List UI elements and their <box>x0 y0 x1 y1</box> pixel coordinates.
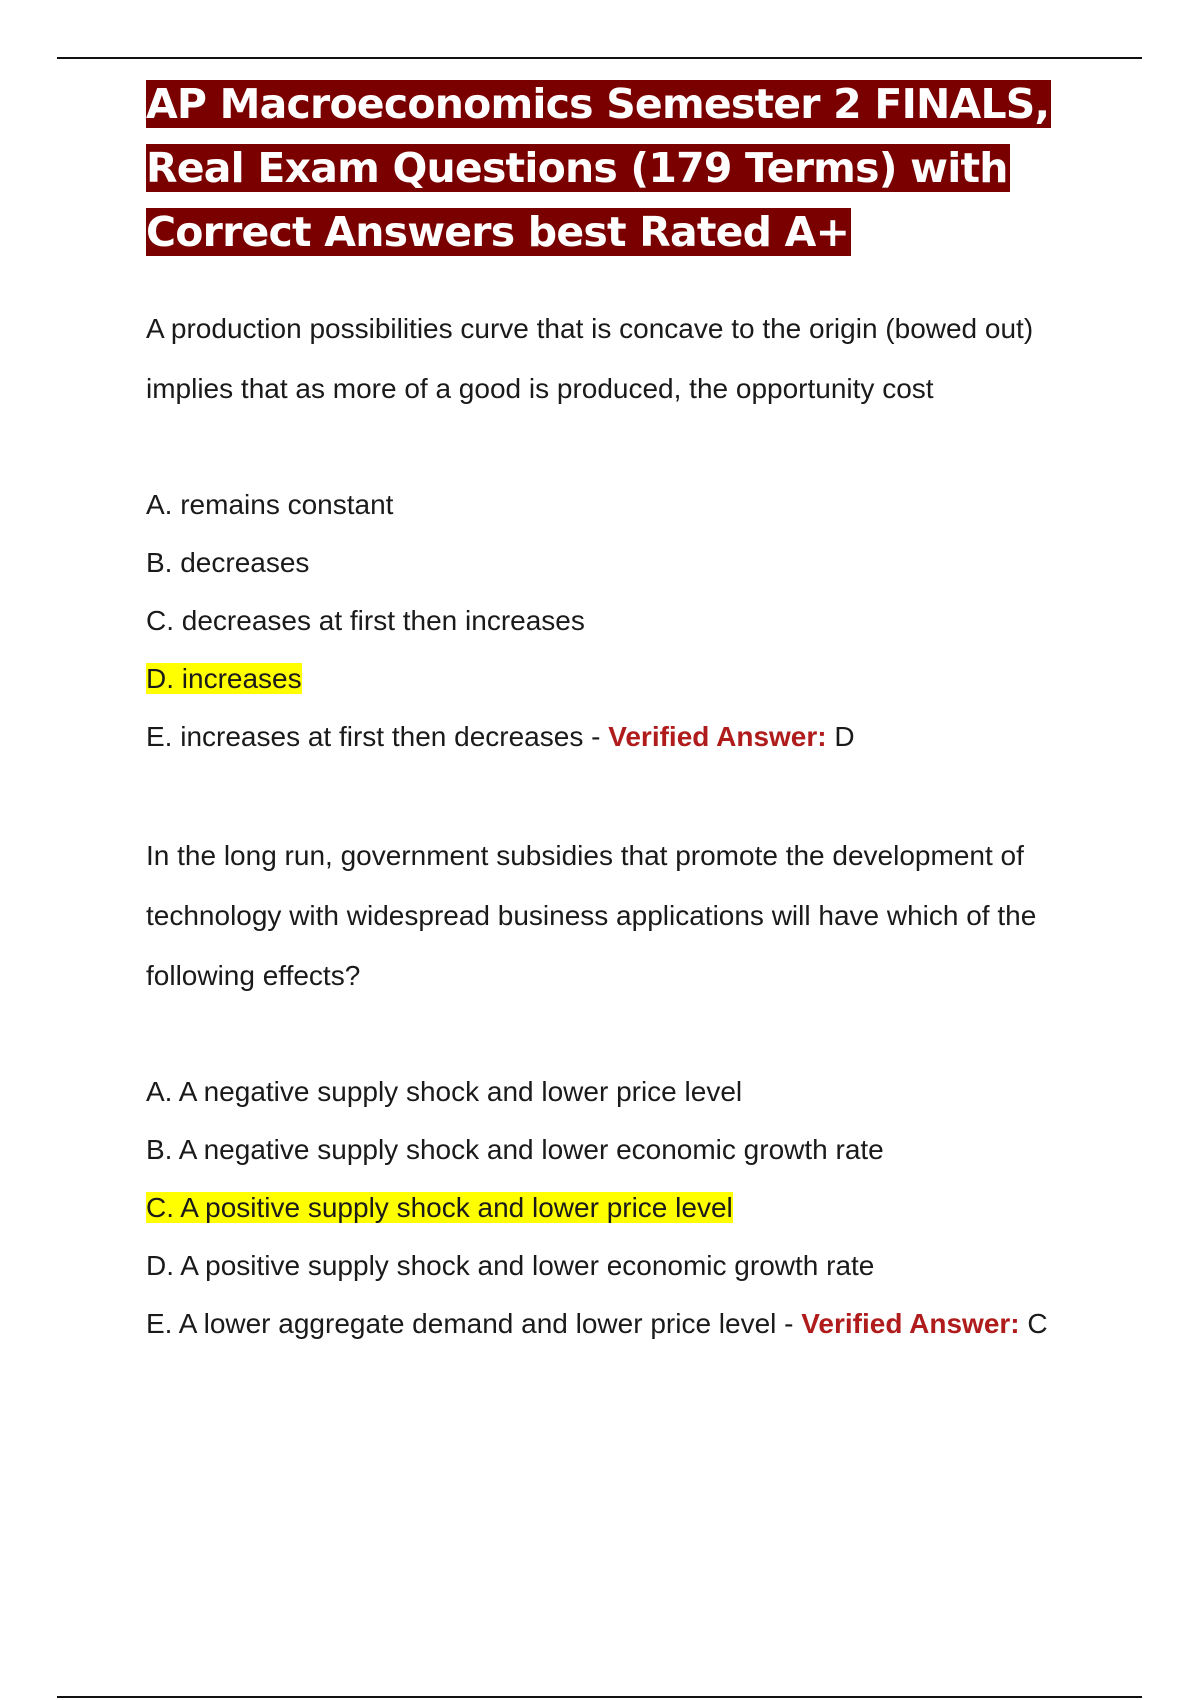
option-e-text: E. increases at first then decreases - <box>146 721 609 752</box>
option-e <box>146 1295 1096 1353</box>
question-block-1 <box>146 299 1096 766</box>
highlighted-correct-option: D. increases <box>146 663 302 694</box>
option-b: B. decreases <box>146 547 310 578</box>
option-b: B. A negative supply shock and lower economic growth rate <box>146 1134 884 1165</box>
verified-answer-label: Verified Answer: <box>608 721 827 752</box>
bottom-rule <box>57 1696 1142 1698</box>
highlighted-correct-option: C. A positive supply shock and lower price level <box>146 1192 733 1223</box>
verified-answer-value: D <box>834 721 855 752</box>
top-rule <box>57 57 1142 59</box>
document-body <box>146 72 1096 1353</box>
document-title: AP Macroeconomics Semester 2 FINALS, Real Exam Questions (179 Terms) with Correct Answers best Rated A+ <box>146 80 1050 256</box>
question-text: In the long run, government subsidies that promote the development of technology with widespread business applications will have which of the following effects? <box>146 840 1037 991</box>
verified-answer-value: C <box>1027 1308 1048 1339</box>
option-a: A. remains constant <box>146 489 394 520</box>
option-c: C. decreases at first then increases <box>146 605 585 636</box>
question-text: A production possibilities curve that is concave to the origin (bowed out) implies that as more of a good is produced, the opportunity cost <box>146 313 1034 404</box>
answer-options <box>146 476 1096 766</box>
option-e-text: E. A lower aggregate demand and lower price level - <box>146 1308 802 1339</box>
option-a: A. A negative supply shock and lower price level <box>146 1076 743 1107</box>
answer-options <box>146 1063 1096 1353</box>
option-e <box>146 708 1096 766</box>
verified-answer-label: Verified Answer: <box>801 1308 1020 1339</box>
option-c <box>146 1179 1096 1237</box>
question-block-2 <box>146 826 1096 1353</box>
option-d: D. A positive supply shock and lower economic growth rate <box>146 1250 875 1281</box>
option-d <box>146 650 1096 708</box>
